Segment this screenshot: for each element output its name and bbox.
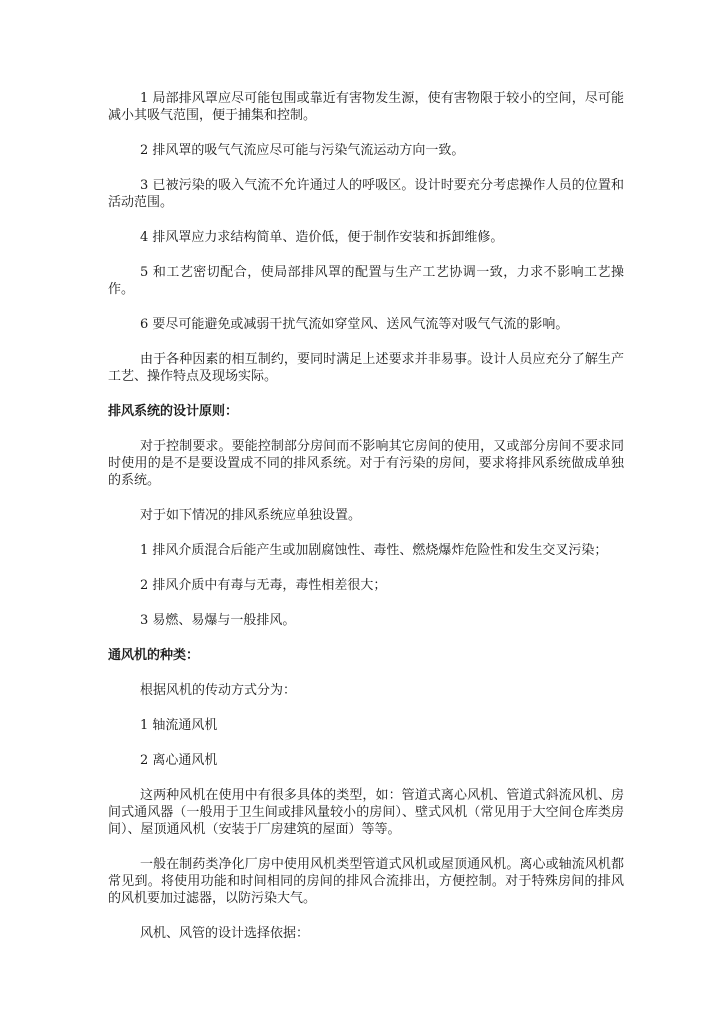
paragraph-exhaust-separate-intro: 对于如下情况的排风系统应单独设置。 xyxy=(140,508,362,523)
paragraph-exhaust-separate-2: 2 排风介质中有毒与无毒，毒性相差很大； xyxy=(140,578,387,593)
document-page xyxy=(108,90,624,942)
paragraph-fan-drive-intro: 根据风机的传动方式分为： xyxy=(140,683,297,698)
paragraph-fan-cleanroom-usage: 一般在制药类净化厂房中使用风机类型管道式风机或屋顶通风机。离心或轴流风机都常见到。将使用功能和时间相同的房间的排风合流排出，方便控制。对于特殊房间的排风的风机要加过滤器，以防污染大气。 xyxy=(108,857,624,906)
paragraph-hood-principle-1: 1 局部排风罩应尽可能包围或靠近有害物发生源，使有害物限于较小的空间，尽可能减小其吸气范围，便于捕集和控制。 xyxy=(108,91,624,123)
heading-exhaust-system-principles: 排风系统的设计原则： xyxy=(108,404,239,419)
paragraph-fan-duct-selection: 风机、风管的设计选择依据： xyxy=(140,926,310,941)
paragraph-hood-principle-2: 2 排风罩的吸气气流应尽可能与污染气流运动方向一致。 xyxy=(140,143,465,158)
paragraph-hood-summary: 由于各种因素的相互制约，要同时满足上述要求并非易事。设计人员应充分了解生产工艺、操作特点及现场实际。 xyxy=(108,352,624,384)
paragraph-fan-axial: 1 轴流通风机 xyxy=(140,718,218,733)
paragraph-exhaust-separate-3: 3 易燃、易爆与一般排风。 xyxy=(140,613,296,628)
paragraph-hood-principle-5: 5 和工艺密切配合，使局部排风罩的配置与生产工艺协调一致，力求不影响工艺操作。 xyxy=(108,265,624,297)
heading-fan-types: 通风机的种类： xyxy=(108,648,200,663)
paragraph-exhaust-control: 对于控制要求。要能控制部分房间而不影响其它房间的使用，又或部分房间不要求同时使用的是不是要设置成不同的排风系统。对于有污染的房间，要求将排风系统做成单独的系统。 xyxy=(108,439,624,488)
paragraph-fan-types-detail: 这两种风机在使用中有很多具体的类型，如：管道式离心风机、管道式斜流风机、房间式通风器（一般用于卫生间或排风量较小的房间）、壁式风机（常见用于大空间仓库类房间）、屋顶通风机（安装于厂房建筑的屋面）等等。 xyxy=(108,788,624,837)
paragraph-hood-principle-3: 3 已被污染的吸入气流不允许通过人的呼吸区。设计时要充分考虑操作人员的位置和活动范围。 xyxy=(108,178,624,210)
paragraph-hood-principle-6: 6 要尽可能避免或减弱干扰气流如穿堂风、送风气流等对吸气气流的影响。 xyxy=(140,317,569,332)
paragraph-fan-centrifugal: 2 离心通风机 xyxy=(140,753,218,768)
paragraph-hood-principle-4: 4 排风罩应力求结构简单、造价低，便于制作安装和拆卸维修。 xyxy=(140,230,504,245)
paragraph-exhaust-separate-1: 1 排风介质混合后能产生或加剧腐蚀性、毒性、燃烧爆炸危险性和发生交叉污染； xyxy=(140,543,608,558)
